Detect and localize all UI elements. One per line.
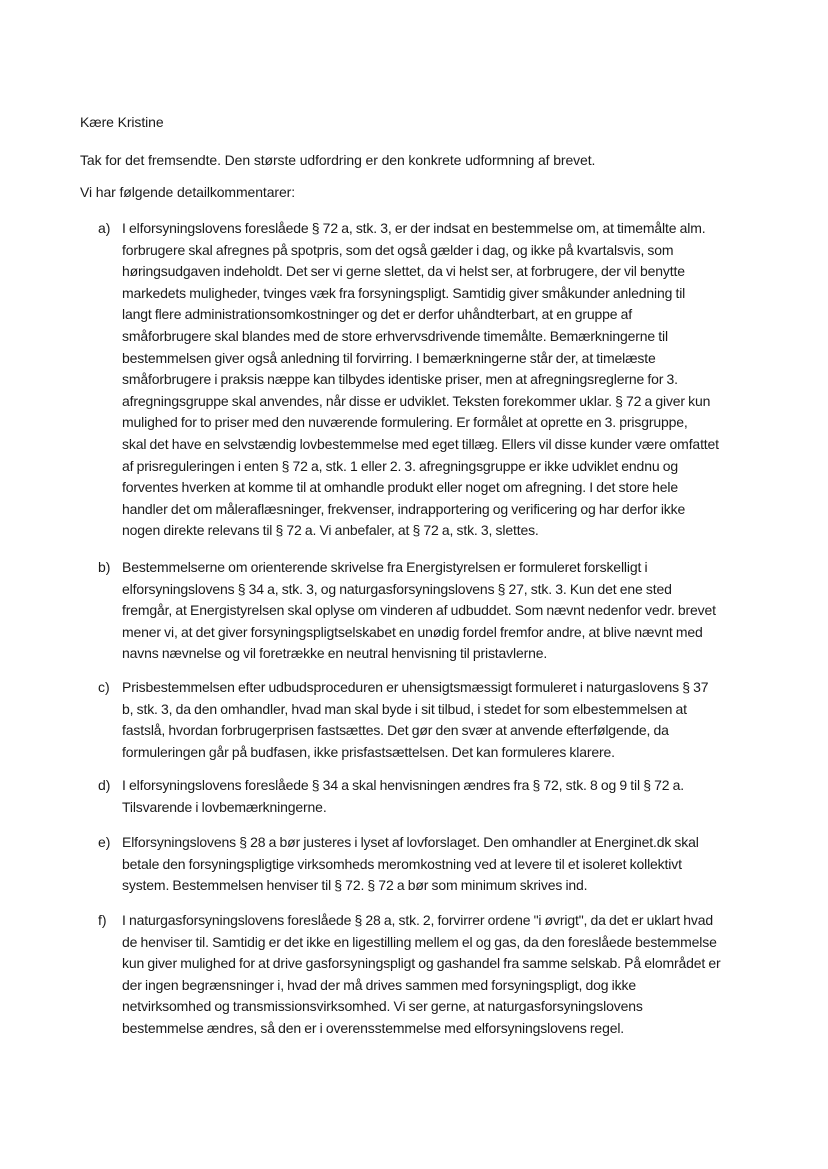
text-line: skal det have en selvstændig lovbestemmelse med eget tillæg. Ellers vil disse kunder være omfattet <box>122 435 719 452</box>
item-text <box>122 832 752 897</box>
text-line: handler det om måleraflæsninger, frekvenser, indrapportering og verificering og har derfor ikke <box>122 500 686 517</box>
text-line: Elforsyningslovens § 28 a bør justeres i lyset af lovforslaget. Den omhandler at Energinet.dk skal <box>122 834 699 850</box>
text-line: bestemmelsen giver også anledning til forvirring. I bemærkningerne står der, at timelæste <box>122 349 656 366</box>
lead-paragraph: Vi har følgende detailkommentarer: <box>80 184 296 200</box>
text-line: mener vi, at det giver forsyningspligtselskabet en unødig fordel fremfor andre, at blive nævnt med <box>122 623 703 640</box>
text-line: system. Bestemmelsen henviser til § 72. § 72 a bør som minimum skrives ind. <box>122 877 588 894</box>
text-line: formuleringen går på budfasen, ikke prisfastsættelsen. Det kan formuleres klarere. <box>122 743 615 760</box>
text-line: forventes hverken at komme til at omhandle produkt eller noget om afregning. I det store hele <box>122 479 678 496</box>
text-line: der ingen begrænsninger i, hvad der må drives sammen med forsyningspligt, dog ikke <box>122 976 636 993</box>
text-line: markedets muligheder, tvinges væk fra forsyningspligt. Samtidig giver småkunder anledning til <box>122 284 686 301</box>
text-line: småforbrugere skal blandes med de store erhvervsdrivende timemålte. Bemærkningerne til <box>122 327 668 344</box>
text-line: I elforsyningslovens foreslåede § 72 a, stk. 3, er der indsat en bestemmelse om, at timemålte alm. <box>122 220 706 236</box>
item-text <box>122 557 752 665</box>
item-marker: e) <box>98 834 111 850</box>
text-line: I elforsyningslovens foreslåede § 34 a skal henvisningen ændres fra § 72, stk. 8 og 9 til § 72 a. <box>122 777 684 793</box>
item-marker: d) <box>98 777 111 793</box>
text-line: langt flere administrationsomkostninger og det er derfor uhåndterbart, at en gruppe af <box>122 306 633 323</box>
item-marker: f) <box>98 912 107 928</box>
text-line: nogen direkte relevans til § 72 a. Vi anbefaler, at § 72 a, stk. 3, slettes. <box>122 522 539 539</box>
text-line: netvirksomhed og transmissionsvirksomhed. Vi ser gerne, at naturgasforsyningslovens <box>122 998 643 1015</box>
item-marker: a) <box>98 220 111 236</box>
item-text <box>122 677 752 763</box>
text-line: af prisreguleringen i enten § 72 a, stk. 1 eller 2. 3. afregningsgruppe er ikke udviklet endnu og <box>122 457 678 474</box>
item-marker: b) <box>98 559 111 575</box>
item-marker: c) <box>98 679 110 695</box>
text-line: bestemmelse ændres, så den er i overensstemmelse med elforsyningslovens regel. <box>122 1019 625 1036</box>
text-line: forbrugere skal afregnes på spotpris, som det også gælder i dag, og ikke på kvartalsvis, som <box>122 241 674 258</box>
item-text <box>122 910 752 1040</box>
item-text <box>122 218 752 542</box>
text-line: b, stk. 3, da den omhandler, hvad man skal byde i sit tilbud, i stedet for som elbestemmelsen at <box>122 700 687 717</box>
text-line: Tilsvarende i lovbemærkningerne. <box>122 798 327 815</box>
text-line: betale den forsyningspligtige virksomheds meromkostning ved at levere til et isoleret kollektivt <box>122 855 682 872</box>
text-line: fremgår, at Energistyrelsen skal oplyse om vinderen af udbuddet. Som nævnt nedenfor vedr. brevet <box>122 602 716 619</box>
text-line: navns nævnelse og vil foretrække en neutral henvisning til pristavlerne. <box>122 645 548 662</box>
text-line: høringsudgaven indeholdt. Det ser vi gerne slettet, da vi helst ser, at forbrugere, der vil benytte <box>122 263 685 280</box>
text-line: afregningsgruppe skal anvendes, når disse er udviklet. Teksten forekommer uklar. § 72 a giver kun <box>122 392 711 409</box>
text-line: I naturgasforsyningslovens foreslåede § 28 a, stk. 2, forvirrer ordene "i øvrigt", da det er uklart hvad <box>122 912 713 928</box>
item-text <box>122 775 752 818</box>
text-line: fastslå, hvordan forbrugerprisen fastsættes. Det gør den svær at anvende efterfølgende, da <box>122 722 669 739</box>
text-line: småforbrugere i praksis næppe kan tilbydes identiske priser, men at afregningsreglerne for 3. <box>122 371 678 388</box>
text-line: mulighed for to priser med den nuværende formulering. Er formålet at oprette en 3. prisgruppe, <box>122 414 688 431</box>
greeting: Kære Kristine <box>80 114 164 130</box>
text-line: elforsyningslovens § 34 a, stk. 3, og naturgasforsyningslovens § 27, stk. 3. Kun det ene sted <box>122 580 672 597</box>
intro-paragraph: Tak for det fremsendte. Den største udfordring er den konkrete udformning af brevet. <box>80 152 596 168</box>
text-line: de henviser til. Samtidig er det ikke en ligestilling mellem el og gas, da den foreslåede bestemmelse <box>122 933 717 950</box>
text-line: Prisbestemmelsen efter udbudsproceduren er uhensigtsmæssigt formuleret i naturgaslovens § 37 <box>122 679 709 695</box>
text-line: Bestemmelserne om orienterende skrivelse fra Energistyrelsen er formuleret forskelligt i <box>122 559 648 575</box>
text-line: kun giver mulighed for at drive gasforsyningspligt og gashandel fra samme selskab. På elområdet er <box>122 955 721 972</box>
